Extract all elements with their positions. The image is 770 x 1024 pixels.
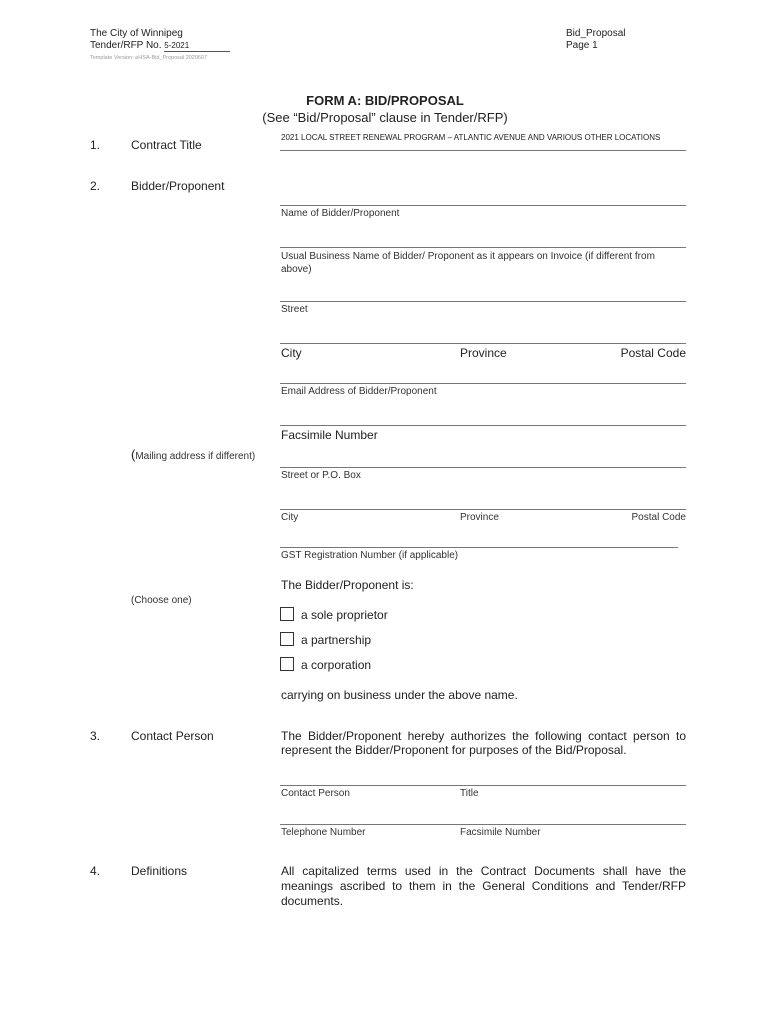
tender-label: Tender/RFP No.	[90, 40, 162, 51]
mailing-city-field[interactable]	[280, 509, 686, 510]
template-version: Template Version: eHSA-Bid_Proposal 2020607	[90, 55, 208, 61]
postal-code-label: Postal Code	[620, 346, 686, 360]
definitions-text: All capitalized terms used in the Contract Documents shall have the meanings ascribed to them in the General Conditions and Tender/RFP documents.	[281, 864, 686, 908]
section-3-title: Contact Person	[131, 729, 214, 743]
mailing-street-field[interactable]	[280, 467, 686, 468]
section-2-number: 2.	[90, 179, 101, 193]
mailing-postal-label: Postal Code	[631, 512, 686, 523]
header-org: The City of Winnipeg	[90, 28, 183, 39]
mailing-address-note: (Mailing address if different)	[131, 447, 256, 462]
gst-label: GST Registration Number (if applicable)	[281, 550, 459, 561]
city-province-postal-field[interactable]	[280, 343, 686, 344]
contract-title-line	[280, 150, 686, 151]
gst-field[interactable]	[280, 547, 678, 548]
header-doc: Bid_Proposal	[566, 28, 626, 39]
email-label: Email Address of Bidder/Proponent	[281, 386, 437, 397]
partnership-checkbox[interactable]	[280, 632, 294, 646]
mailing-street-label: Street or P.O. Box	[281, 470, 361, 481]
city-label: City	[281, 346, 302, 360]
fax-field[interactable]	[280, 425, 686, 426]
carrying-on-text: carrying on business under the above name.	[281, 688, 518, 702]
section-1-number: 1.	[90, 138, 101, 152]
mailing-province-label: Province	[460, 512, 499, 523]
contact-phone-field[interactable]	[280, 824, 686, 825]
corporation-checkbox[interactable]	[280, 657, 294, 671]
form-subtitle: (See “Bid/Proposal” clause in Tender/RFP)	[262, 110, 508, 125]
bidder-name-label: Name of Bidder/Proponent	[281, 208, 400, 219]
tender-number-field[interactable]: 5-2021	[164, 40, 230, 52]
contact-fax-label: Facsimile Number	[460, 827, 541, 838]
street-label: Street	[281, 304, 308, 315]
contact-person-field[interactable]	[280, 785, 686, 786]
partnership-label: a partnership	[301, 633, 372, 647]
section-2-title: Bidder/Proponent	[131, 179, 225, 193]
contact-authorization-text: The Bidder/Proponent hereby authorizes the following contact person to represent the Bidder/Proponent for purposes of the Bid/Proposal.	[281, 729, 686, 757]
usual-name-label: Usual Business Name of Bidder/ Proponent as it appears on Invoice (if different from above)	[281, 251, 655, 275]
usual-name-field[interactable]	[280, 247, 686, 248]
form-title: FORM A: BID/PROPOSAL	[306, 93, 464, 108]
contract-title-value: 2021 LOCAL STREET RENEWAL PROGRAM – ATLANTIC AVENUE AND VARIOUS OTHER LOCATIONS	[281, 133, 661, 142]
mailing-city-label: City	[281, 512, 299, 523]
sole-proprietor-checkbox[interactable]	[280, 607, 294, 621]
contact-title-label: Title	[460, 788, 479, 799]
fax-label: Facsimile Number	[281, 428, 378, 442]
section-3-number: 3.	[90, 729, 101, 743]
email-field[interactable]	[280, 383, 686, 384]
header-page: Page 1	[566, 40, 598, 51]
section-4-number: 4.	[90, 864, 101, 878]
province-label: Province	[460, 346, 507, 360]
section-4-title: Definitions	[131, 864, 188, 878]
corporation-label: a corporation	[301, 658, 372, 672]
section-1-title: Contract Title	[131, 138, 202, 152]
choose-one-label: (Choose one)	[131, 595, 192, 606]
bidder-is-label: The Bidder/Proponent is:	[281, 578, 414, 592]
street-field[interactable]	[280, 301, 686, 302]
telephone-label: Telephone Number	[281, 827, 366, 838]
header-tender	[90, 40, 230, 52]
bidder-name-field[interactable]	[280, 205, 686, 206]
contact-person-label: Contact Person	[281, 788, 350, 799]
sole-proprietor-label: a sole proprietor	[301, 608, 388, 622]
